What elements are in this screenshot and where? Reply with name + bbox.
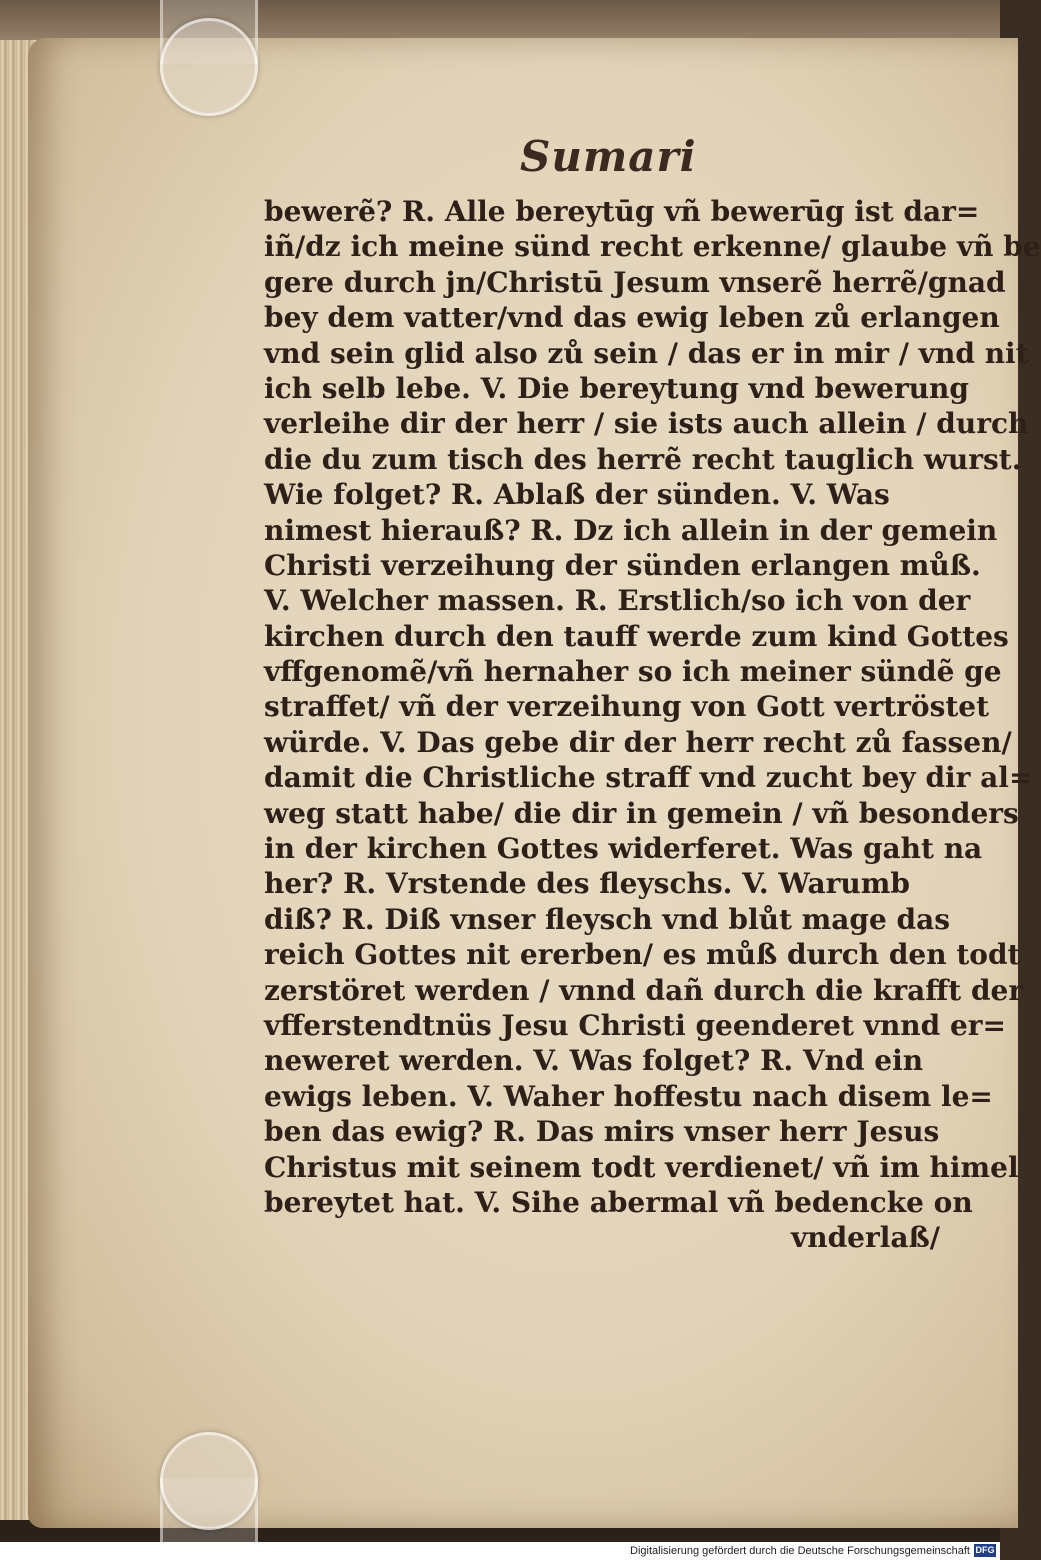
text-line: weg statt habe/ die dir in gemein / vñ besonders [264,796,1019,830]
text-line: bewerẽ? R. Alle bereytūg vñ bewerūg ist dar= [264,195,980,228]
text-line: reich Gottes nit ererben/ es můß durch den todt [264,938,1021,972]
text-line: straffet/ vñ der verzeihung von Gott vertröstet [264,690,990,724]
text-line: die du zum tisch des herrẽ recht tauglich wurst. [264,442,1022,476]
text-line: gere durch jn/Christū Jesum vnserẽ herrẽ/gnad [264,265,1006,299]
footer-credit: Digitalisierung gefördert durch die Deutsche Forschungsgemeinschaft [630,1545,970,1557]
dfg-logo-icon: DFG [975,1545,995,1555]
text-line: ich selb lebe. V. Die bereytung vnd bewerung [264,371,969,405]
text-line: V. Welcher massen. R. Erstlich/so ich von der [264,584,971,618]
text-line: in der kirchen Gottes widerferet. Was gaht na [264,832,983,866]
catchword-line: vnderlaß/ [790,1221,940,1255]
text-line: vfferstendtnüs Jesu Christi geenderet vnnd er= [264,1008,1007,1042]
text-line: bey dem vatter/vnd das ewig leben zů erlangen [264,301,1000,335]
text-line: iñ/dz ich meine sünd recht erkenne/ glaube vñ be [264,230,1041,264]
text-line: ewigs leben. V. Waher hoffestu nach disem le= [264,1079,993,1113]
holder-clip-top-icon [160,18,258,116]
text-line: vffgenomẽ/vñ hernaher so ich meiner sündẽ ge [264,655,1002,689]
text-line: ben das ewig? R. Das mirs vnser herr Jesus [264,1115,940,1149]
text-line: würde. V. Das gebe dir der herr recht zů fassen/ [264,725,1012,759]
text-line: Christus mit seinem todt verdienet/ vñ im himel [264,1150,1019,1184]
text-line: verleihe dir der herr / sie ists auch allein / durch [264,407,1029,441]
text-line: neweret werden. V. Was folget? R. Vnd ein [264,1044,924,1078]
text-line: kirchen durch den tauff werde zum kind Gottes [264,619,1009,653]
running-header: Sumari [520,132,697,181]
text-line: bereytet hat. V. Sihe abermal vñ bedencke on [264,1185,973,1219]
holder-clip-bottom-icon [160,1432,258,1530]
text-line: zerstöret werden / vnnd dañ durch die krafft der [264,973,1024,1007]
text-line: diß? R. Diß vnser fleysch vnd blůt mage das [264,902,951,936]
text-line: Christi verzeihung der sünden erlangen můß. [264,548,981,582]
text-line: Wie folget? R. Ablaß der sünden. V. Was [264,478,890,512]
text-line: her? R. Vrstende des fleyschs. V. Warumb [264,867,910,901]
text-line: damit die Christliche straff vnd zucht bey dir al= [264,761,1033,795]
body-text [264,194,1041,1256]
text-line: vnd sein glid also zů sein / das er in mir / vnd nit [264,336,1029,370]
text-line: nimest hierauß? R. Dz ich allein in der gemein [264,513,998,547]
